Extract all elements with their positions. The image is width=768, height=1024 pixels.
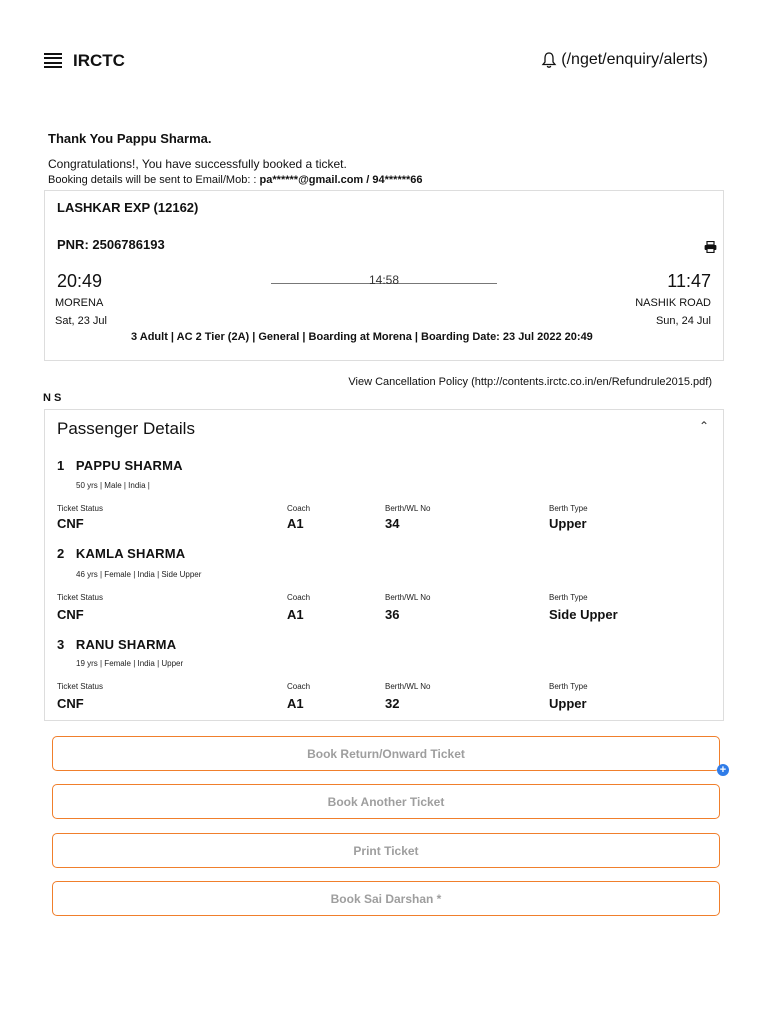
to-station: NASHIK ROAD [635,297,711,309]
coach-value: A1 [287,696,304,711]
chevron-up-icon[interactable]: ⌃ [698,419,709,433]
ticket-status-label: Ticket Status [57,682,103,691]
ticket-status-value: CNF [57,516,84,531]
berth-label: Berth/WL No [385,682,431,691]
alerts-link[interactable] [541,51,708,69]
departure-time: 20:49 [57,271,103,291]
book-another-button[interactable]: Book Another Ticket [52,784,720,819]
passenger-meta: 46 yrs | Female | India | Side Upper [76,570,202,579]
coach-value: A1 [287,607,304,622]
passenger-name [57,458,183,473]
print-ticket-button[interactable]: Print Ticket [52,833,720,868]
book-return-button[interactable]: Book Return/Onward Ticket [52,736,720,771]
passenger-meta: 50 yrs | Male | India | [76,481,150,490]
train-name: LASHKAR EXP (12162) [57,200,199,215]
journey-summary: 3 Adult | AC 2 Tier (2A) | General | Boarding at Morena | Boarding Date: 23 Jul 2022 20:49 [131,331,593,343]
passenger-details-card [44,409,724,721]
plus-icon[interactable]: + [717,764,729,776]
app-title: IRCTC [73,51,125,70]
ticket-status-value: CNF [57,607,84,622]
thank-you-heading: Thank You Pappu Sharma. [48,131,212,146]
alerts-link-label: (/nget/enquiry/alerts) [561,51,708,68]
print-icon[interactable] [704,241,717,253]
ticket-status-label: Ticket Status [57,593,103,602]
bell-icon [541,51,557,69]
berth-value: 32 [385,696,400,711]
departure-date: Sat, 23 Jul [55,315,107,327]
arrival-date: Sun, 24 Jul [655,315,711,327]
passenger-meta: 19 yrs | Female | India | Upper [76,659,184,668]
berth-type-label: Berth Type [549,682,588,691]
menu-icon[interactable] [44,53,62,68]
pnr-number: PNR: 2506786193 [57,237,165,252]
passenger-name-text: RANU SHARMA [75,637,177,652]
train-card [44,190,724,361]
passenger-name [57,546,185,561]
passenger-number: 3 [57,637,65,652]
booking-details-contact: pa******@gmail.com / 94******66 [259,174,423,186]
book-sai-darshan-button[interactable]: Book Sai Darshan * [52,881,720,916]
passenger-number: 2 [57,546,65,561]
passenger-name-text: PAPPU SHARMA [75,458,183,473]
berth-label: Berth/WL No [385,504,431,513]
berth-type-label: Berth Type [549,593,588,602]
passenger-number: 1 [57,458,65,473]
booking-details-notice [48,174,423,186]
berth-value: 34 [385,516,400,531]
ticket-status-value: CNF [57,696,84,711]
ns-label: N S [43,392,62,404]
passenger-name-text: KAMLA SHARMA [75,546,186,561]
berth-type-value: Upper [549,696,587,711]
berth-type-value: Upper [549,516,587,531]
passenger-name [57,637,176,652]
berth-type-value: Side Upper [549,607,618,622]
journey-duration: 14:58 [368,273,400,287]
passenger-details-title: Passenger Details [57,419,195,438]
coach-label: Coach [287,593,311,602]
from-station: MORENA [55,297,104,309]
coach-label: Coach [287,682,311,691]
congrats-message: Congratulations!, You have successfully booked a ticket. [48,157,347,171]
berth-label: Berth/WL No [385,593,431,602]
coach-value: A1 [287,516,304,531]
booking-details-prefix: Booking details will be sent to Email/Mob: : [48,174,260,186]
ticket-status-label: Ticket Status [57,504,103,513]
cancellation-policy-link[interactable]: View Cancellation Policy (http://contents.irctc.co.in/en/Refundrule2015.pdf) [348,376,712,388]
coach-label: Coach [287,504,311,513]
berth-value: 36 [385,607,400,622]
berth-type-label: Berth Type [549,504,588,513]
arrival-time: 11:47 [667,271,711,291]
